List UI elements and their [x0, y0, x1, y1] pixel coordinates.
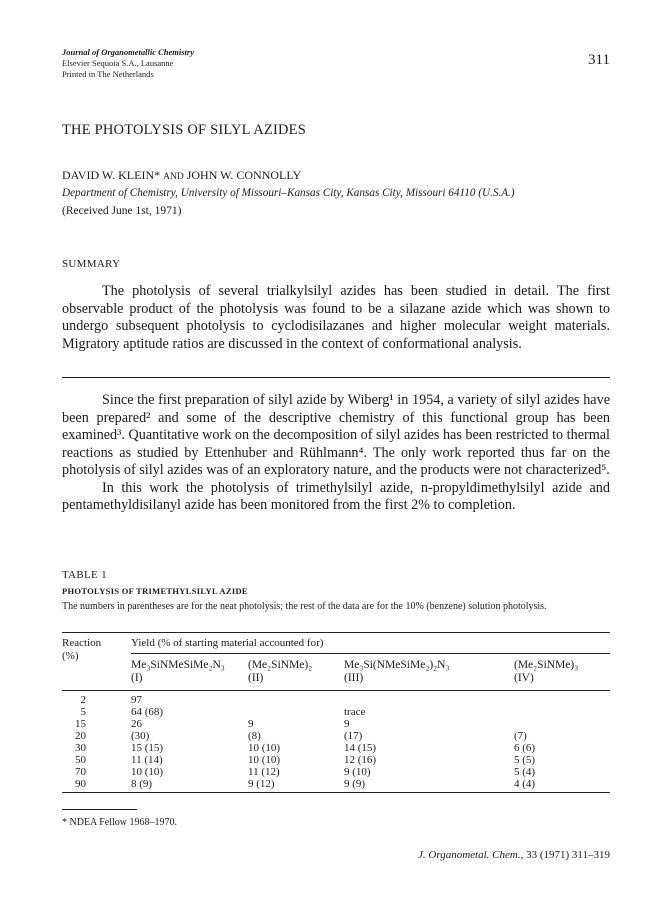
- table-row-yield-cell: 64 (68): [131, 706, 164, 718]
- table-row-yield-cell: (30): [131, 730, 150, 742]
- page-number: 311: [588, 52, 610, 68]
- table-row-yield-cell: 8 (9): [131, 778, 153, 790]
- table-row-yield-cell: 5 (4): [514, 766, 536, 778]
- yield-group-header: Yield (% of starting material accounted for): [131, 637, 324, 649]
- affiliation: Department of Chemistry, University of Missouri–Kansas City, Kansas City, Missouri 64110 (U.S.A.): [62, 187, 515, 199]
- table-row-yield-cell: 4 (4): [514, 778, 536, 790]
- author-line: [62, 168, 301, 183]
- printed-in: Printed in The Netherlands: [62, 69, 154, 79]
- summary-divider: [62, 377, 610, 378]
- table-bottom-rule: [62, 792, 610, 793]
- table-row-yield-cell: 12 (16): [344, 754, 377, 766]
- table-row-yield-cell: 11 (14): [131, 754, 163, 766]
- summary-text: The photolysis of several trialkylsilyl azides has been studied in detail. The first observable product of the photolysis was found to be a silazane azide which was shown to undergo subsequent photolysis to cyclodisilazanes and higher molecular weight materials. Migratory aptitude ratios are discussed in the context of conformational analysis.: [62, 283, 610, 352]
- intro-paragraph-2: In this work the photolysis of trimethylsilyl azide, n-propyldimethylsilyl azide and pentamethyldisilanyl azide has been monitored from the first 2% to completion.: [62, 479, 610, 513]
- journal-citation: [418, 849, 610, 861]
- author-and: AND: [163, 172, 184, 182]
- table-row-reaction-cell: 2: [80, 694, 86, 706]
- compound-IV: [514, 659, 578, 685]
- table-row-yield-cell: trace: [344, 706, 366, 718]
- footnote: * NDEA Fellow 1968–1970.: [62, 817, 177, 828]
- journal-header: [62, 47, 194, 80]
- table-row-yield-cell: 9: [248, 718, 254, 730]
- table-label: TABLE 1: [62, 569, 107, 581]
- table-row-yield-cell: (8): [248, 730, 261, 742]
- table-row-yield-cell: 9 (9): [344, 778, 366, 790]
- table-note: The numbers in parentheses are for the neat photolysis; the rest of the data are for the 10% (benzene) solution photolysis.: [62, 601, 547, 612]
- table-row-yield-cell: 10 (10): [131, 766, 164, 778]
- footnote-rule: [62, 809, 137, 810]
- publisher: Elsevier Sequoia S.A., Lausanne: [62, 58, 174, 68]
- table-row-reaction-cell: 15: [75, 718, 86, 730]
- table-row-yield-cell: 26: [131, 718, 142, 730]
- journal-name: Journal of Organometallic Chemistry: [62, 47, 194, 57]
- compound-III: [344, 659, 449, 685]
- table-row-yield-cell: 97: [131, 694, 142, 706]
- summary-block: [62, 283, 610, 353]
- article-title: THE PHOTOLYSIS OF SILYL AZIDES: [62, 122, 306, 138]
- table-row-yield-cell: 6 (6): [514, 742, 536, 754]
- table-row-reaction-cell: 70: [75, 766, 86, 778]
- compound-III-number: (III): [344, 672, 364, 684]
- col-reaction-label: Reaction (%): [62, 637, 102, 662]
- table-row-yield-cell: 11 (12): [248, 766, 280, 778]
- citation-journal: J. Organometal. Chem.,: [418, 849, 524, 861]
- intro-paragraph-1: Since the first preparation of silyl azide by Wiberg¹ in 1954, a variety of silyl azides have been prepared² and some of the descriptive chemistry of this functional group has been examined³. Quantitative work on the decomposition of silyl azides has been restricted to thermal reactions as studied by Ettenhuber and Rühlmann⁴. The only work reported thus far on the photolysis of silyl azides was of an exploratory nature, and the products were not characterized⁵.: [62, 392, 610, 478]
- table-row-reaction-cell: 5: [80, 706, 86, 718]
- summary-heading: SUMMARY: [62, 258, 121, 270]
- table-row-yield-cell: 9 (10): [344, 766, 371, 778]
- table-header-rule: [62, 690, 610, 691]
- compound-II: [248, 659, 312, 685]
- table-top-rule: [62, 632, 610, 633]
- col-reaction-header: [62, 637, 112, 663]
- table-row-yield-cell: 15 (15): [131, 742, 164, 754]
- received-date: (Received June 1st, 1971): [62, 205, 182, 217]
- author-1: DAVID W. KLEIN*: [62, 168, 161, 182]
- table-row-yield-cell: 9: [344, 718, 350, 730]
- table-row-yield-cell: 9 (12): [248, 778, 275, 790]
- table-row-yield-cell: 10 (10): [248, 754, 281, 766]
- compound-I: [131, 659, 225, 685]
- compound-II-number: (II): [248, 672, 264, 684]
- compound-IV-formula: (Me₂SiNMe)₃: [514, 659, 579, 671]
- citation-volume-pages: 33 (1971) 311–319: [526, 849, 610, 861]
- table-row-reaction-cell: 50: [75, 754, 86, 766]
- table-row-yield-cell: (7): [514, 730, 527, 742]
- introduction: [62, 392, 610, 515]
- compound-I-number: (I): [131, 672, 143, 684]
- table-row-yield-cell: 10 (10): [248, 742, 281, 754]
- table-row-yield-cell: 5 (5): [514, 754, 536, 766]
- table-row-yield-cell: (17): [344, 730, 363, 742]
- yield-subheader-rule: [131, 653, 610, 654]
- table-row-reaction-cell: 90: [75, 778, 86, 790]
- table-row-yield-cell: 14 (15): [344, 742, 377, 754]
- compound-III-formula: Me₃Si(NMeSiMe₂)₂N₃: [344, 659, 450, 671]
- compound-I-formula: Me₃SiNMeSiMe₂N₃: [131, 659, 225, 671]
- author-2: JOHN W. CONNOLLY: [186, 168, 302, 182]
- table-row-reaction-cell: 20: [75, 730, 86, 742]
- compound-II-formula: (Me₂SiNMe)₂: [248, 659, 313, 671]
- compound-IV-number: (IV): [514, 672, 534, 684]
- table-row-reaction-cell: 30: [75, 742, 86, 754]
- table-caption: PHOTOLYSIS OF TRIMETHYLSILYL AZIDE: [62, 586, 248, 596]
